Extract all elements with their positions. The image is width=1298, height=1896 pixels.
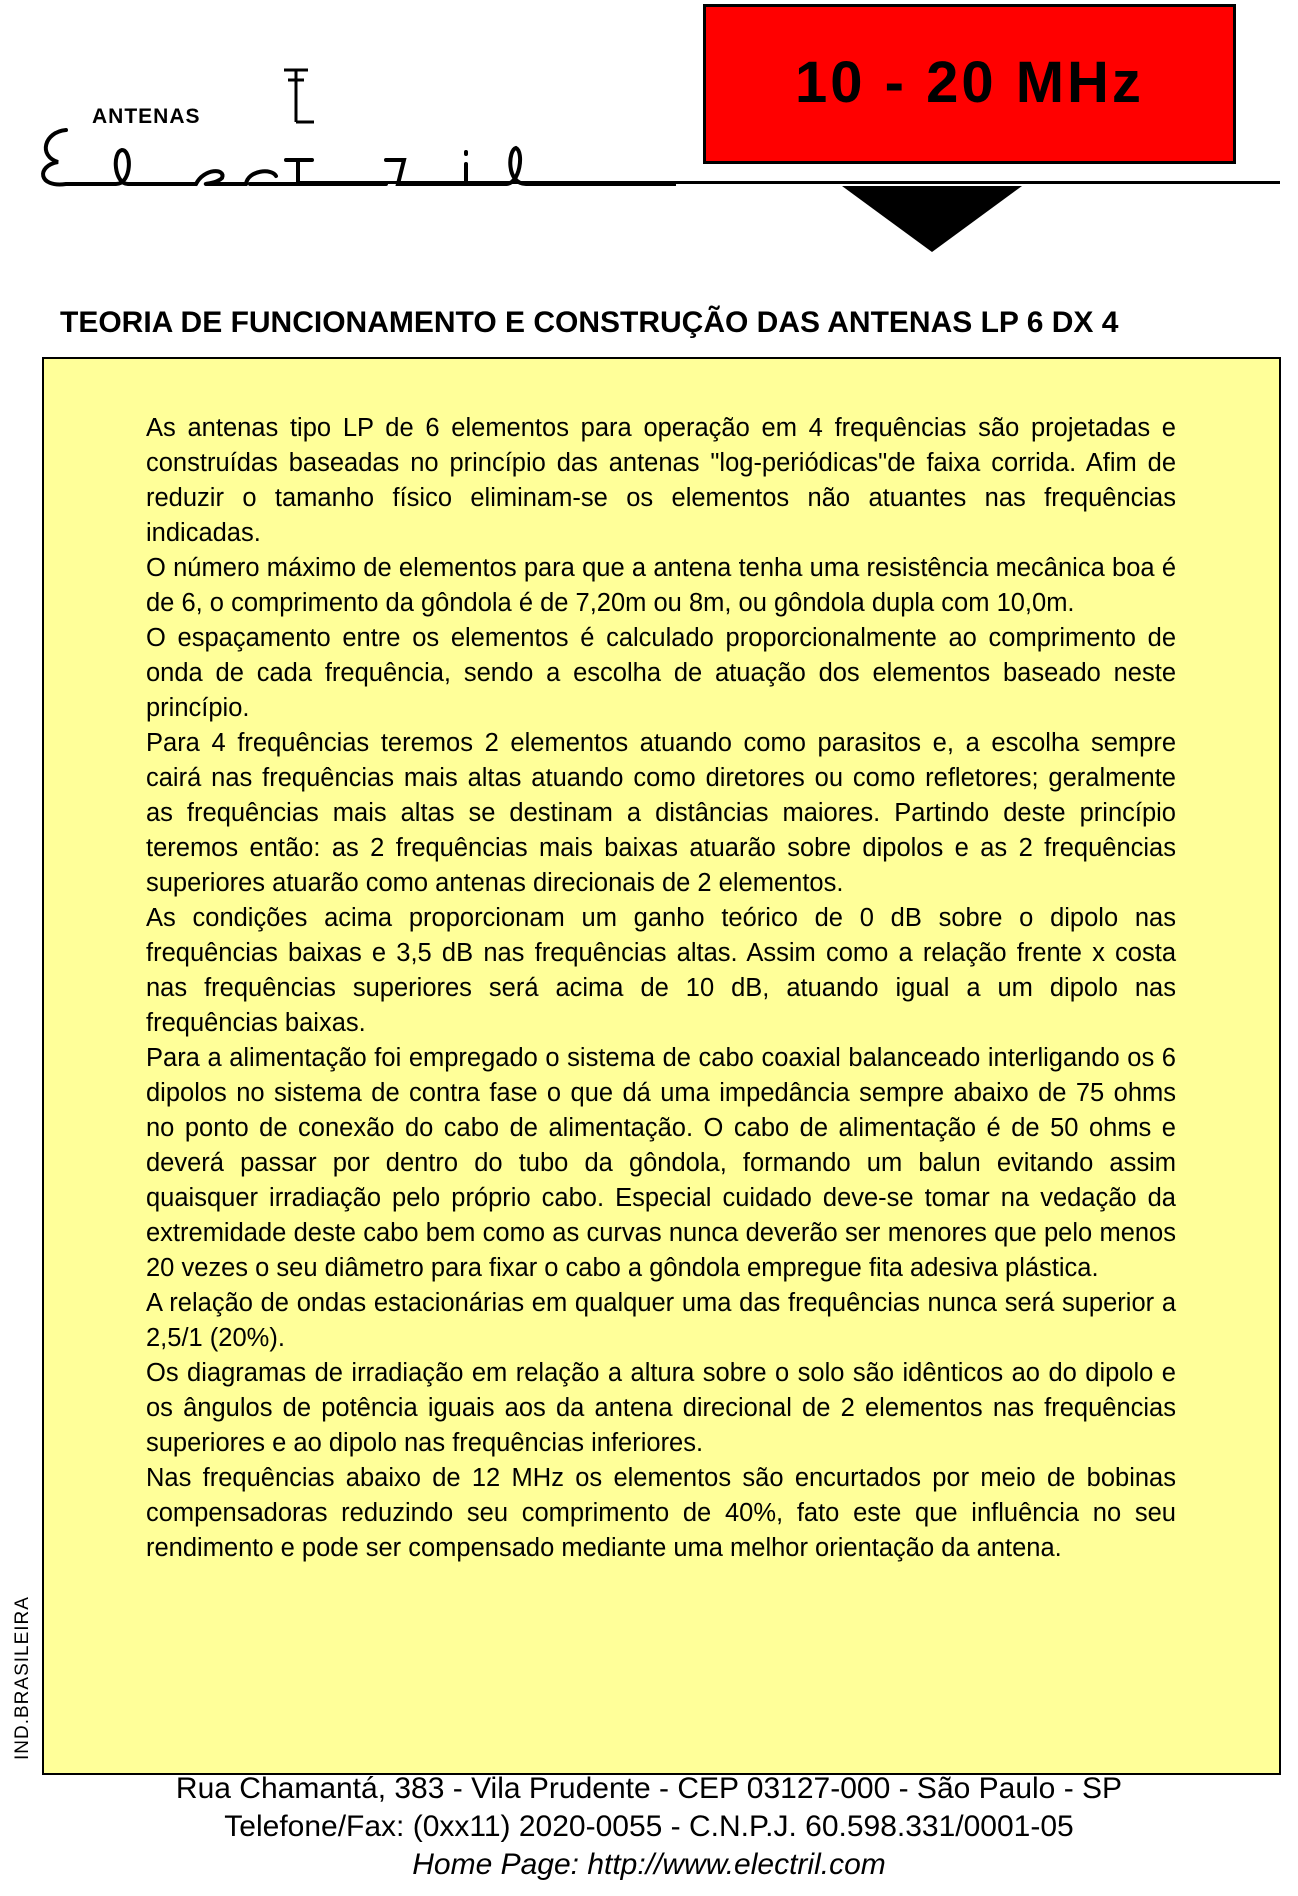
paragraph: As condições acima proporcionam um ganho teórico de 0 dB sobre o dipolo nas frequências baixas e 3,5 dB nas frequências altas. Assim como a relação frente x costa nas frequências superiores será acima de 10 dB, atuando igual a um dipolo nas frequências baixas.: [146, 904, 1176, 1037]
side-label: IND.BRASILEIRA: [12, 1596, 33, 1760]
frequency-range-box: [703, 4, 1236, 164]
paragraph: Os diagramas de irradiação em relação a altura sobre o solo são idênticos ao do dipolo e os ângulos de potência iguais aos da antena direcional de 2 elementos nas frequências superiores e ao dipolo nas frequências inferiores.: [146, 1359, 1176, 1457]
paragraph: Para a alimentação foi empregado o sistema de cabo coaxial balanceado interligando os 6 dipolos no sistema de contra fase o que dá uma impedância sempre abaixo de 75 ohms no ponto de conexão do cabo de alimentação. O cabo de alimentação é de 50 ohms e deverá passar por dentro do tubo da gôndola, formando um balun evitando assim quaisquer irradiação pelo próprio cabo. Especial cuidado deve-se tomar na vedação da extremidade deste cabo bem como as curvas nunca deverão ser menores que pelo menos 20 vezes o seu diâmetro para fixar o cabo a gôndola empregue fita adesiva plástica.: [146, 1044, 1176, 1282]
paragraph: As antenas tipo LP de 6 elementos para operação em 4 frequências são projetadas e construídas baseadas no princípio das antenas "log-periódicas"de faixa corrida. Afim de reduzir o tamanho físico eliminam-se os elementos não atuantes nas frequências indicadas.: [146, 414, 1176, 547]
paragraph: Nas frequências abaixo de 12 MHz os elementos são encurtados por meio de bobinas compensadoras reduzindo seu comprimento de 40%, fato este que influência no seu rendimento e pode ser compensado mediante uma melhor orientação da antena.: [146, 1464, 1176, 1562]
down-arrow-icon: [842, 186, 1022, 256]
footer-homepage-link[interactable]: Home Page: http://www.electril.com: [412, 1848, 886, 1881]
document-title: TEORIA DE FUNCIONAMENTO E CONSTRUÇÃO DAS ANTENAS LP 6 DX 4: [60, 306, 1119, 339]
paragraph: O espaçamento entre os elementos é calculado proporcionalmente ao comprimento de onda de cada frequência, sendo a escolha de atuação dos elementos baseado neste princípio.: [146, 624, 1176, 722]
footer-address: Rua Chamantá, 383 - Vila Prudente - CEP 03127-000 - São Paulo - SP: [175, 1772, 1123, 1805]
footer: [0, 1770, 1298, 1884]
content-box: [42, 357, 1281, 1775]
paragraph: Para 4 frequências teremos 2 elementos atuando como parasitos e, a escolha sempre cairá nas frequências mais altas atuando como diretores ou como refletores; geralmente as frequências mais altas se destinam a distâncias maiores. Partindo deste princípio teremos então: as 2 frequências mais baixas atuarão sobre dipolos e as 2 frequências superiores atuarão como antenas direcionais de 2 elementos.: [146, 729, 1176, 897]
brand-small-label: ANTENAS: [92, 105, 201, 128]
paragraph: O número máximo de elementos para que a antena tenha uma resistência mecânica boa é de 6, o comprimento da gôndola é de 7,20m ou 8m, ou gôndola dupla com 10,0m.: [146, 554, 1176, 617]
header-divider-line: [300, 181, 1280, 184]
frequency-range-label: 10 - 20 MHz: [795, 50, 1144, 115]
body-text: [146, 411, 1176, 1566]
electril-logo: [36, 60, 676, 190]
footer-phone: Telefone/Fax: (0xx11) 2020-0055 - C.N.P.J. 60.598.331/0001-05: [224, 1810, 1074, 1843]
paragraph: A relação de ondas estacionárias em qualquer uma das frequências nunca será superior a 2,5/1 (20%).: [146, 1289, 1176, 1352]
